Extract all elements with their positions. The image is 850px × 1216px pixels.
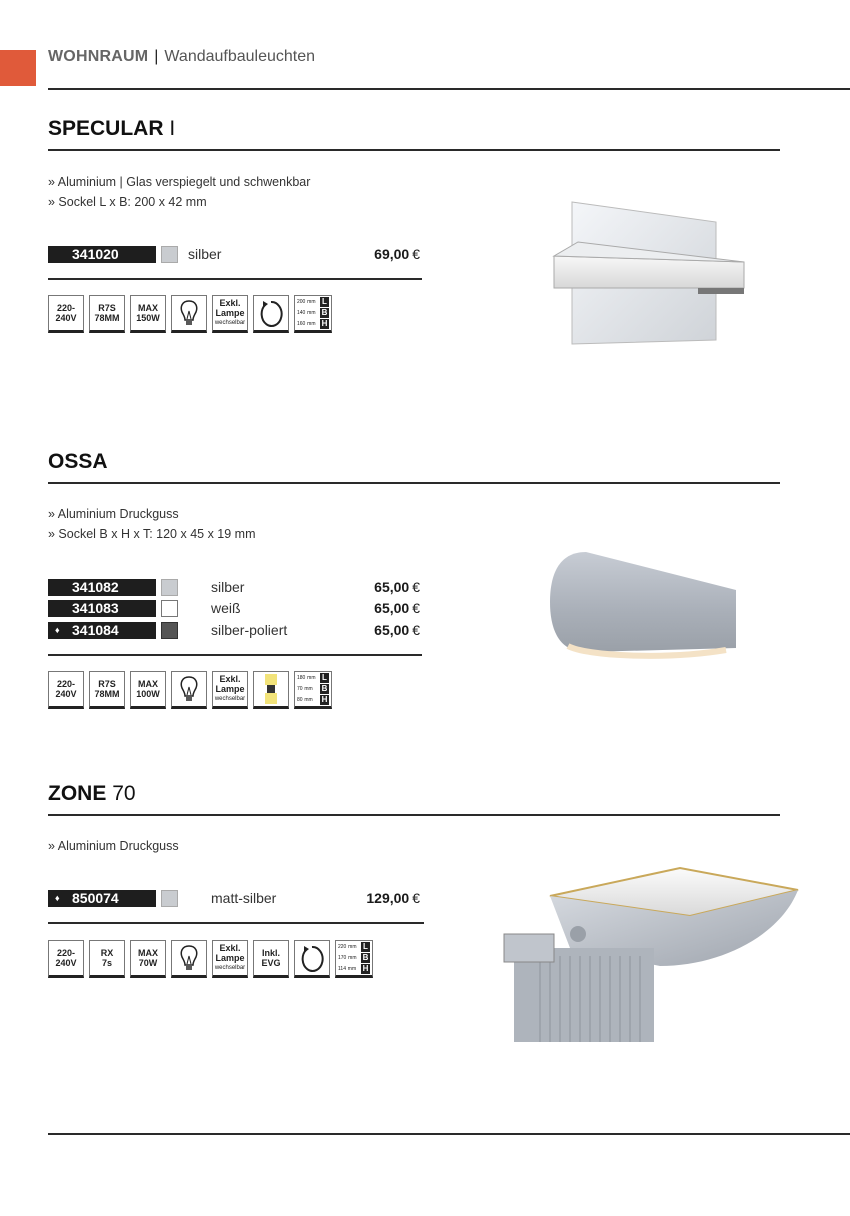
product-title bbox=[48, 782, 136, 806]
product-features bbox=[48, 504, 256, 544]
product-features bbox=[48, 836, 179, 856]
color-swatch bbox=[161, 600, 178, 617]
dimensions-icon: 200 mm L 140 mm B 160 mm H bbox=[294, 295, 332, 333]
product-name: OSSA bbox=[48, 450, 108, 473]
footer-divider bbox=[48, 1133, 850, 1135]
rotate-icon bbox=[253, 295, 289, 333]
price: 65,00 € bbox=[374, 600, 420, 616]
socket-icon: R7S 78MM bbox=[89, 295, 125, 333]
feature-line: » Aluminium Druckguss bbox=[48, 839, 179, 853]
dimensions-icon: 180 mm L 70 mm B 80 mm H bbox=[294, 671, 332, 709]
rotate-icon bbox=[294, 940, 330, 978]
dimensions-icon: 220 mm L 170 mm B 114 mm H bbox=[335, 940, 373, 978]
variant-row bbox=[48, 246, 420, 264]
variant-row bbox=[48, 622, 420, 640]
variant-row bbox=[48, 890, 420, 908]
header-category: WOHNRAUM bbox=[48, 48, 149, 65]
new-marker: ♦ bbox=[55, 893, 60, 903]
variant-row bbox=[48, 579, 420, 597]
price: 65,00 € bbox=[374, 622, 420, 638]
inkl-evg-icon: Inkl. EVG bbox=[253, 940, 289, 978]
socket-icon: RX 7s bbox=[89, 940, 125, 978]
color-name: matt-silber bbox=[211, 890, 277, 906]
variant-divider bbox=[48, 654, 422, 656]
wattage-icon: MAX 100W bbox=[130, 671, 166, 709]
color-name: silber bbox=[211, 579, 245, 595]
header-divider bbox=[48, 88, 850, 90]
variant-row bbox=[48, 600, 420, 618]
bulb-icon bbox=[171, 295, 207, 333]
feature-line: » Sockel B x H x T: 120 x 45 x 19 mm bbox=[48, 527, 256, 541]
product-divider bbox=[48, 149, 780, 151]
bulb-icon bbox=[171, 940, 207, 978]
page-header bbox=[48, 48, 315, 66]
article-number: ♦ 850074 bbox=[48, 890, 156, 907]
up-down-light-icon bbox=[253, 671, 289, 709]
color-swatch bbox=[161, 622, 178, 639]
variant-divider bbox=[48, 278, 422, 280]
article-number: ♦ 341084 bbox=[48, 622, 156, 639]
price: 65,00 € bbox=[374, 579, 420, 595]
product-title bbox=[48, 117, 175, 141]
color-name: silber bbox=[188, 246, 222, 262]
specular-lamp-image bbox=[548, 196, 748, 348]
header-separator: | bbox=[154, 48, 159, 65]
exkl-lampe-icon: Exkl. Lampe wechselbar bbox=[212, 671, 248, 709]
article-number: 341020 bbox=[48, 246, 156, 263]
price: 69,00 € bbox=[374, 246, 420, 262]
wattage-icon: MAX 70W bbox=[130, 940, 166, 978]
color-name: weiß bbox=[211, 600, 241, 616]
price: 129,00 € bbox=[366, 890, 420, 906]
article-number: 341083 bbox=[48, 600, 156, 617]
zone70-lamp-image bbox=[500, 856, 800, 1046]
header-subcategory: Wandaufbauleuchten bbox=[164, 48, 316, 65]
wattage-icon: MAX 150W bbox=[130, 295, 166, 333]
feature-line: » Aluminium | Glas verspiegelt und schwenkbar bbox=[48, 175, 311, 189]
section-accent-bar bbox=[0, 50, 36, 86]
product-name: SPECULAR bbox=[48, 117, 164, 140]
product-divider bbox=[48, 482, 780, 484]
bulb-icon bbox=[171, 671, 207, 709]
product-title bbox=[48, 450, 108, 474]
new-marker: ♦ bbox=[55, 625, 60, 635]
product-name: ZONE bbox=[48, 782, 107, 805]
color-swatch bbox=[161, 890, 178, 907]
voltage-icon: 220- 240V bbox=[48, 295, 84, 333]
article-number: 341082 bbox=[48, 579, 156, 596]
exkl-lampe-icon: Exkl. Lampe wechselbar bbox=[212, 295, 248, 333]
product-name-suffix: 70 bbox=[112, 782, 136, 805]
product-name-suffix: I bbox=[169, 117, 176, 140]
feature-line: » Sockel L x B: 200 x 42 mm bbox=[48, 195, 207, 209]
voltage-icon: 220- 240V bbox=[48, 671, 84, 709]
color-swatch bbox=[161, 246, 178, 263]
socket-icon: R7S 78MM bbox=[89, 671, 125, 709]
product-divider bbox=[48, 814, 780, 816]
product-features bbox=[48, 172, 310, 212]
ossa-lamp-image bbox=[546, 548, 742, 664]
exkl-lampe-icon: Exkl. Lampe wechselbar bbox=[212, 940, 248, 978]
color-name: silber-poliert bbox=[211, 622, 288, 638]
color-swatch bbox=[161, 579, 178, 596]
variant-divider bbox=[48, 922, 424, 924]
feature-line: » Aluminium Druckguss bbox=[48, 507, 179, 521]
voltage-icon: 220- 240V bbox=[48, 940, 84, 978]
